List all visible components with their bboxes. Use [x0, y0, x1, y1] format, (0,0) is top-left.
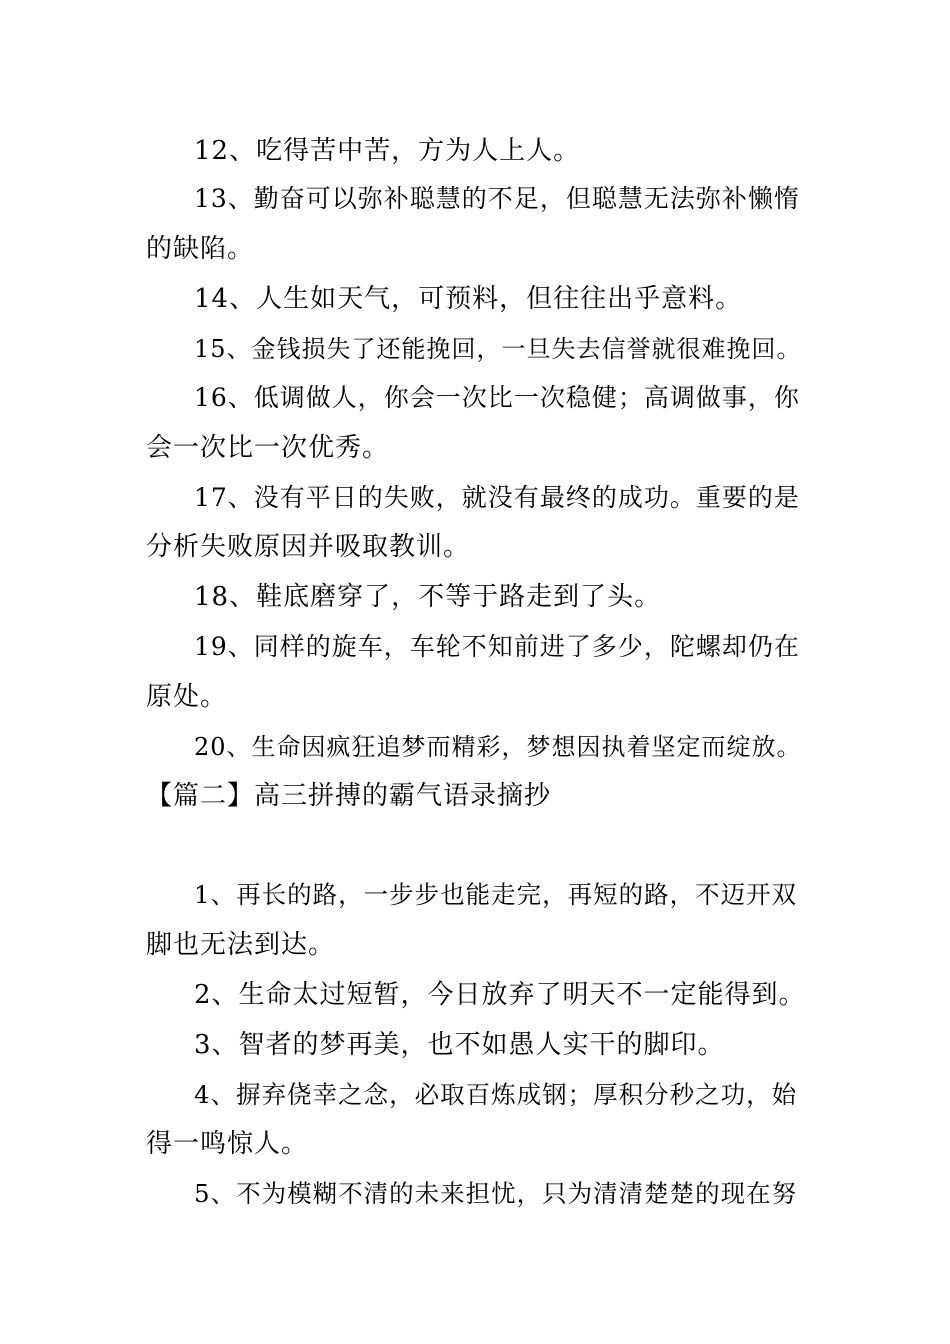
paragraph-line: 16、低调做人，你会一次比一次稳健；高调做事，你 [194, 383, 800, 412]
paragraph-line: 5、不为模糊不清的未来担忧，只为清清楚楚的现在努 [194, 1179, 798, 1208]
paragraph-line: 的缺陷。 [146, 234, 255, 264]
paragraph-line: 得一鸣惊人。 [146, 1129, 309, 1159]
paragraph-line: 15、金钱损失了还能挽回，一旦失去信誉就很难挽回。 [194, 335, 802, 363]
paragraph-line: 分析失败原因并吸取教训。 [146, 532, 471, 562]
paragraph-line: 1、再长的路，一步步也能走完，再短的路，不迈开双 [194, 880, 798, 909]
paragraph-line: 12、吃得苦中苦，方为人上人。 [194, 136, 581, 166]
paragraph-line: 14、人生如天气，可预料，但往往出乎意料。 [194, 284, 743, 314]
paragraph-line: 19、同样的旋车，车轮不知前进了多少，陀螺却仍在 [194, 632, 800, 661]
paragraph-line: 2、生命太过短暂，今日放弃了明天不一定能得到。 [194, 980, 806, 1010]
paragraph-line: 3、智者的梦再美，也不如愚人实干的脚印。 [194, 1030, 725, 1060]
paragraph-line: 原处。 [146, 682, 228, 712]
paragraph-line: 4、摒弃侥幸之念，必取百炼成钢；厚积分秒之功，始 [194, 1080, 798, 1109]
paragraph-line: 会一次比一次优秀。 [146, 433, 390, 463]
paragraph-line: 13、勤奋可以弥补聪慧的不足，但聪慧无法弥补懒惰 [194, 184, 800, 213]
paragraph-line: 20、生命因疯狂追梦而精彩，梦想因执着坚定而绽放。 [194, 733, 802, 761]
section-heading: 【篇二】高三拼搏的霸气语录摘抄 [146, 781, 552, 811]
paragraph-line: 18、鞋底磨穿了，不等于路走到了头。 [194, 582, 662, 612]
paragraph-line: 脚也无法到达。 [146, 930, 336, 960]
paragraph-line: 17、没有平日的失败，就没有最终的成功。重要的是 [194, 483, 800, 512]
